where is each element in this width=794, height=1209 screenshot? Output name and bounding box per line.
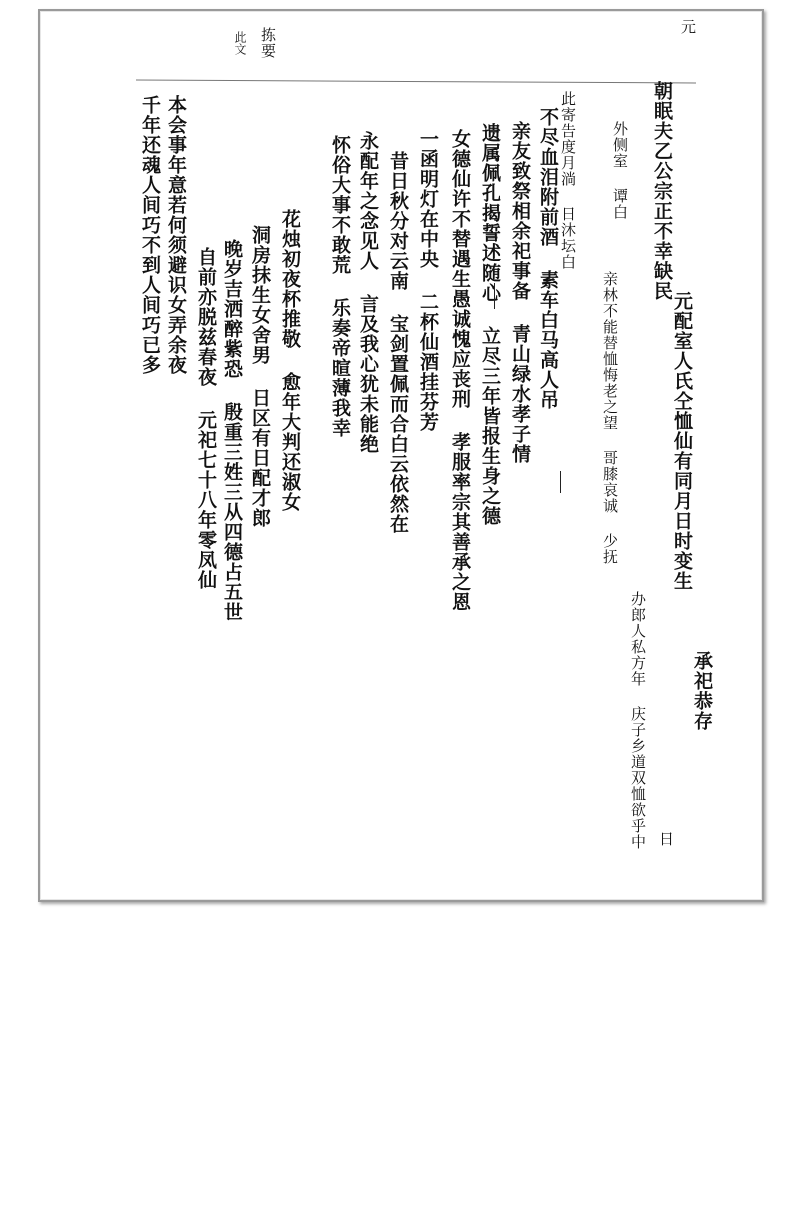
text-column: 怀俗大事不敢荒 乐奏帝暄薄我幸 [329,135,351,438]
text-column: 一函明灯在中央 二杯仙酒挂芬芳 [417,129,439,432]
text-column: 办郎人私方年 庆子乡道双恤欲乎中 [629,591,647,850]
scanned-document-page [38,9,764,902]
text-column: 此文 [233,31,247,55]
text-column: 自前亦脱兹春夜 元祀七十八年零凤仙 [195,247,217,590]
text-column: 朝眠夫乙公宗正不幸缺民 [651,81,673,301]
text-column: 拣要 [259,27,277,59]
text-column: 元 [679,19,697,35]
ink-stroke [494,283,495,309]
text-column: 女德仙许不替遇生愚诚愧应丧刑 孝服率宗其善承之恩 [449,129,471,612]
text-column: 承祀恭存 [691,651,713,731]
header-rule-line [136,80,696,84]
text-column: 晚岁吉洒醉紫恐 殷重三姓三从四德占五世 [221,239,243,622]
text-column: 花烛初夜杯推敬 愈年大判还淑女 [279,209,301,512]
text-column: 此寄告度月淌 日沐坛白 [559,91,577,270]
text-column: 遗属佩孔揭誓述随心 立尽三年皆报生身之德 [479,123,501,526]
text-column: 不尽血泪附前酒 素车白马高人吊 [537,107,559,410]
text-column: 本会事年意若何须避识女弄余夜 [165,95,187,375]
text-column: 昔日秋分对云南 宝剑置佩而合白云依然在 [387,151,409,534]
ink-stroke [560,471,561,493]
text-column: 亲林不能替恤悔老之望 哥膝哀诚 少抚 [601,271,619,565]
text-column: 外侧室 谭白 [611,121,629,220]
text-column: 洞房抹生女舍男 日区有日配才郎 [249,225,271,528]
text-column: 元配室人氏仝恤仙有同月日时变生 [671,291,693,591]
text-column: 永配年之念见人 言及我心犹未能绝 [357,131,379,454]
text-column: 日 [657,831,675,847]
text-column: 亲友致祭相余祀事备 青山绿水孝子情 [509,121,531,464]
text-column: 千年还魂人间巧不到人间巧已多 [139,95,161,375]
